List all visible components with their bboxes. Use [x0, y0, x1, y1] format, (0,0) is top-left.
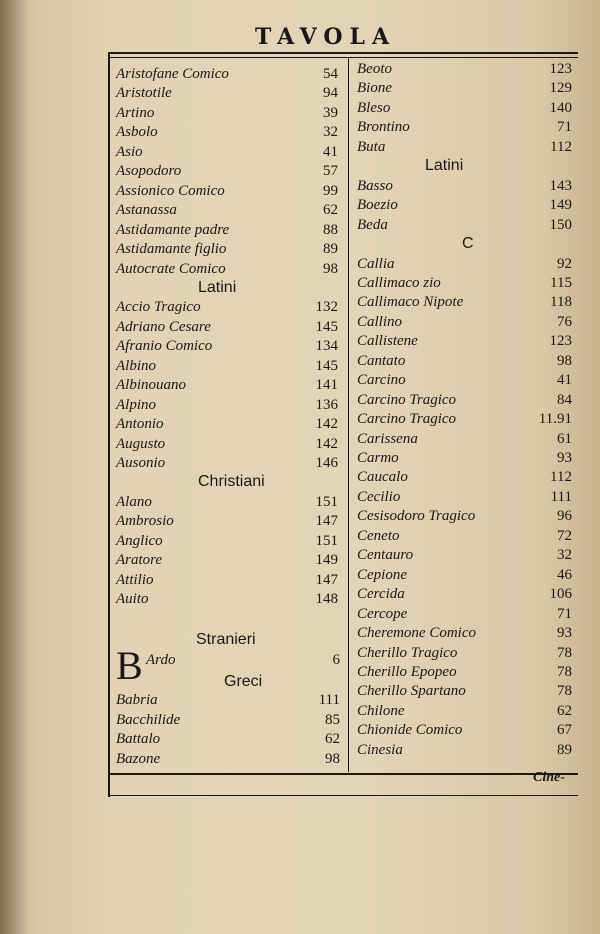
- page-number: 98: [325, 750, 340, 767]
- index-entry: Auito: [116, 591, 149, 608]
- page-number: 148: [315, 591, 338, 608]
- index-entry: Cherillo Epopeo: [357, 663, 457, 680]
- page-number: 149: [549, 197, 572, 214]
- page-number: 136: [315, 396, 338, 413]
- index-entry: Callimaco zio: [357, 274, 441, 291]
- page-number: 89: [557, 741, 572, 758]
- index-entry: Chilone: [357, 702, 405, 719]
- center-rule: [348, 58, 349, 772]
- index-entry: Adriano Cesare: [116, 318, 211, 335]
- page-number: 78: [557, 663, 572, 680]
- index-entry: Carcino: [357, 372, 406, 389]
- index-entry: Astidamante figlio: [116, 241, 227, 258]
- index-entry: Astidamante padre: [116, 221, 230, 238]
- index-entry: Ausonio: [116, 455, 166, 471]
- index-entry: Buta: [357, 138, 386, 155]
- page-number: 111: [550, 488, 572, 505]
- left-rule: [108, 52, 110, 797]
- section-heading: Latini: [198, 278, 237, 296]
- index-entry: Centauro: [357, 547, 414, 564]
- index-entry: Artino: [116, 104, 155, 121]
- index-entry: Cherillo Spartano: [357, 683, 466, 700]
- index-entry: Cantato: [357, 352, 406, 369]
- index-entry: Cherillo Tragico: [357, 644, 458, 661]
- top-rule-lower: [108, 57, 578, 58]
- index-entry: Astanassa: [116, 202, 177, 219]
- page-number: 132: [315, 299, 338, 316]
- index-entry: Asopodoro: [116, 163, 182, 180]
- index-entry: Ambrosio: [116, 513, 174, 530]
- index-entry: Basso: [357, 177, 393, 194]
- index-entry: Antonio: [116, 416, 164, 433]
- page-number: 89: [323, 241, 338, 258]
- index-entry: Aratore: [116, 552, 163, 569]
- index-entry: Boezio: [357, 197, 398, 214]
- page-number: 99: [323, 182, 338, 199]
- index-entry: Caucalo: [357, 469, 408, 486]
- page-number: 61: [557, 430, 572, 447]
- page-number: 32: [557, 547, 572, 564]
- index-entry: Anglico: [116, 532, 163, 549]
- page-number: 84: [557, 391, 572, 408]
- top-rule-upper: [108, 52, 578, 54]
- section-heading: Latini: [425, 157, 464, 175]
- page-number: 76: [557, 313, 572, 330]
- page-number: 78: [557, 683, 572, 700]
- drop-cap-b: B: [116, 643, 143, 688]
- section-heading-greci: Greci: [224, 673, 263, 690]
- page-number: 147: [315, 513, 338, 530]
- page-number: 151: [315, 532, 338, 549]
- page-number: 149: [315, 552, 338, 569]
- index-entry: Babria: [116, 692, 158, 708]
- index-entry-bardo: Ardo: [146, 652, 176, 668]
- index-entry: Carissena: [357, 430, 418, 447]
- page-number: 78: [557, 644, 572, 661]
- page-number: 123: [549, 333, 572, 350]
- index-entry: Attilio: [116, 571, 154, 588]
- page-number: 146: [315, 455, 338, 471]
- page-number: 41: [557, 372, 572, 389]
- index-entry: Carcino Tragico: [357, 411, 457, 428]
- page-number: 67: [557, 722, 572, 739]
- index-entry: Alano: [116, 493, 152, 510]
- page-number: 46: [557, 566, 572, 583]
- index-entry: Asio: [116, 143, 143, 160]
- index-entry: Brontino: [357, 119, 410, 136]
- page-number: 62: [325, 731, 340, 748]
- page-number: 11.91: [538, 411, 572, 428]
- page-number: 129: [549, 80, 572, 97]
- section-heading-stranieri: Stranieri: [196, 631, 256, 648]
- bottom-rule: [108, 773, 578, 775]
- page-number: 112: [550, 469, 572, 486]
- page-title: TAVOLA: [255, 24, 397, 50]
- index-entry: Ceneto: [357, 527, 400, 544]
- index-entry: Callino: [357, 313, 403, 330]
- page-number: 39: [323, 104, 338, 121]
- index-entry: Afranio Comico: [116, 338, 213, 355]
- index-entry: Cercope: [357, 605, 408, 622]
- index-entry: Cheremone Comico: [357, 625, 477, 642]
- page-number: 143: [549, 177, 572, 194]
- index-entry: Beda: [357, 216, 388, 233]
- page-number: 150: [549, 216, 572, 233]
- page-number: 106: [549, 586, 572, 603]
- section-heading: Christiani: [198, 473, 265, 491]
- index-entry: Battalo: [116, 731, 161, 748]
- page-number: 92: [557, 255, 572, 272]
- page-number: 94: [323, 85, 338, 102]
- index-entry: Cesisodoro Tragico: [357, 508, 476, 525]
- index-entry: Bione: [357, 80, 392, 97]
- page-number: 93: [557, 625, 572, 642]
- index-entry: Cepione: [357, 566, 407, 583]
- page-number: 72: [557, 527, 572, 544]
- index-entry: Alpino: [116, 396, 156, 413]
- page-number: 145: [315, 318, 338, 335]
- page-number: 85: [325, 711, 340, 728]
- index-entry: Albinouano: [116, 377, 186, 394]
- index-entry: Bacchilide: [116, 711, 181, 728]
- page-number: 98: [557, 352, 572, 369]
- page-number: 32: [323, 124, 338, 141]
- page-number: 62: [557, 702, 572, 719]
- page-number: 62: [323, 202, 338, 219]
- spine-shadow: [0, 0, 28, 934]
- index-entry: Chionide Comico: [357, 722, 463, 739]
- catchword: Cine-: [533, 770, 565, 785]
- page-number: 147: [315, 571, 338, 588]
- page-number: 115: [550, 274, 572, 291]
- index-entry: Asbolo: [116, 124, 158, 141]
- index-entry: Carcino Tragico: [357, 391, 457, 408]
- index-entry: Assionico Comico: [116, 182, 225, 199]
- page-number: 41: [323, 143, 338, 160]
- index-entry: Aristotile: [116, 85, 172, 102]
- index-entry: Autocrate Comico: [116, 260, 226, 277]
- index-entry: Albino: [116, 357, 156, 374]
- page-number: 123: [549, 61, 572, 77]
- section-heading: C: [462, 235, 474, 253]
- index-entry: Cinesia: [357, 741, 403, 758]
- index-entry: Callia: [357, 255, 395, 272]
- page-number-bardo: 6: [332, 652, 340, 668]
- page-number: 57: [323, 163, 338, 180]
- index-entry: Callimaco Nipote: [357, 294, 464, 311]
- index-entry: Cercida: [357, 586, 405, 603]
- page-number: 142: [315, 435, 338, 452]
- index-entry: Augusto: [116, 435, 166, 452]
- page-number: 134: [315, 338, 338, 355]
- index-entry: Bleso: [357, 99, 391, 116]
- page-number: 140: [549, 99, 572, 116]
- page-number: 98: [323, 260, 338, 277]
- index-entry: Carmo: [357, 450, 399, 466]
- page-number: 71: [557, 605, 572, 622]
- page-number: 118: [550, 294, 572, 311]
- page-number: 112: [550, 138, 572, 155]
- index-entry: Cecilio: [357, 488, 401, 505]
- index-entry: Bazone: [116, 750, 161, 767]
- page-number: 151: [315, 493, 338, 510]
- page-number: 71: [557, 119, 572, 136]
- bottom-rule-lower: [108, 795, 578, 796]
- index-entry: Callistene: [357, 333, 418, 350]
- index-entry: Beoto: [357, 61, 392, 77]
- page-number: 142: [315, 416, 338, 433]
- page-number: 88: [323, 221, 338, 238]
- index-entry: Aristofane Comico: [116, 66, 229, 82]
- page-number: 111: [318, 692, 340, 708]
- page-number: 145: [315, 357, 338, 374]
- index-entry: Accio Tragico: [116, 299, 201, 316]
- page-number: 96: [557, 508, 572, 525]
- page-number: 54: [323, 66, 338, 82]
- page-number: 93: [557, 450, 572, 466]
- page-number: 141: [315, 377, 338, 394]
